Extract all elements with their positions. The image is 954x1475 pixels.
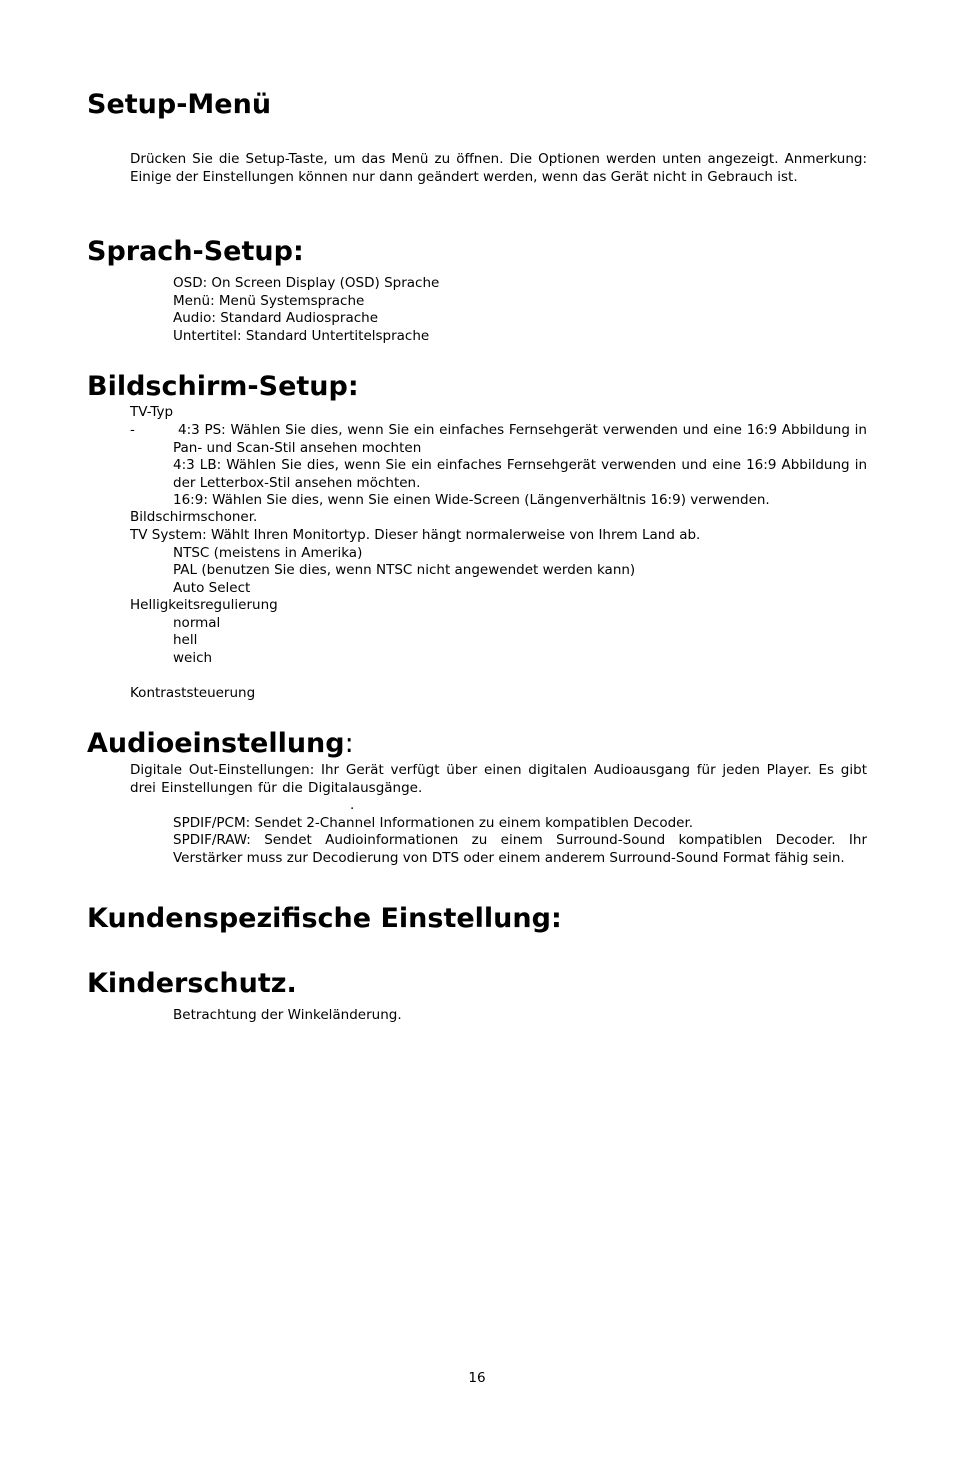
audio-title-text: Audioeinstellung — [87, 728, 345, 759]
heading-language-setup: Sprach-Setup: — [87, 236, 304, 267]
tv-type-169: 16:9: Wählen Sie dies, wenn Sie einen Wide-Screen (Längenverhältnis 16:9) verwenden. — [173, 492, 770, 508]
spdif-pcm: SPDIF/PCM: Sendet 2-Channel Informationen zu einem kompatiblen Decoder. — [173, 815, 694, 831]
brightness-label: Helligkeitsregulierung — [130, 597, 278, 613]
setup-menu-intro: Drücken Sie die Setup-Taste, um das Menü zu öffnen. Die Optionen werden unten angezeigt. Anmerkung: Einige der Einstellungen können nur dann geändert werden, wenn das Gerät nicht in Gebrauch ist. — [130, 151, 867, 185]
digital-out-text: Digitale Out-Einstellungen: Ihr Gerät verfügt über einen digitalen Audioausgang für jeden Player. Es gibt drei Einstellungen für die Digitalausgänge. — [130, 762, 867, 796]
contrast-label: Kontraststeuerung — [130, 685, 256, 701]
tv-system-ntsc: NTSC (meistens in Amerika) — [173, 545, 363, 561]
brightness-bright: hell — [173, 632, 198, 648]
page-number: 16 — [468, 1370, 486, 1386]
language-item-subtitle: Untertitel: Standard Untertitelsprache — [173, 328, 430, 344]
heading-setup-menu: Setup-Menü — [87, 89, 272, 120]
brightness-soft: weich — [173, 650, 213, 666]
list-dash: - — [130, 422, 135, 438]
angle-change-text: Betrachtung der Winkeländerung. — [173, 1007, 402, 1023]
brightness-normal: normal — [173, 615, 221, 631]
heading-audio-setup — [87, 728, 354, 760]
audio-title-colon: : — [344, 728, 354, 759]
tv-type-43ps: 4:3 PS: Wählen Sie dies, wenn Sie ein einfaches Fernsehgerät verwenden und eine 16:9 Abbildung in Pan- und Scan-Stil ansehen mochten — [173, 422, 867, 456]
heading-parental: Kinderschutz. — [87, 968, 297, 999]
tv-type-43lb: 4:3 LB: Wählen Sie dies, wenn Sie ein einfaches Fernsehgerät verwenden und eine 16:9 Abbildung in der Letterbox-Stil ansehen möchten. — [173, 457, 867, 491]
tv-type-label: TV-Typ — [130, 404, 174, 420]
language-item-audio: Audio: Standard Audiosprache — [173, 310, 378, 326]
spdif-raw: SPDIF/RAW: Sendet Audioinformationen zu einem Surround-Sound kompatiblen Decoder. Ihr Verstärker muss zur Decodierung von DTS oder einem anderem Surround-Sound Format fähig sein. — [173, 832, 867, 866]
language-item-menu: Menü: Menü Systemsprache — [173, 293, 365, 309]
heading-custom-setup: Kundenspezifische Einstellung: — [87, 903, 562, 934]
screensaver-label: Bildschirmschoner. — [130, 509, 258, 525]
tv-system-pal: PAL (benutzen Sie dies, wenn NTSC nicht angewendet werden kann) — [173, 562, 636, 578]
tv-system-auto: Auto Select — [173, 580, 251, 596]
heading-screen-setup: Bildschirm-Setup: — [87, 371, 359, 402]
language-item-osd: OSD: On Screen Display (OSD) Sprache — [173, 275, 440, 291]
tv-system-label: TV System: Wählt Ihren Monitortyp. Dieser hängt normalerweise von Ihrem Land ab. — [130, 527, 701, 543]
stray-dot: . — [350, 797, 355, 813]
